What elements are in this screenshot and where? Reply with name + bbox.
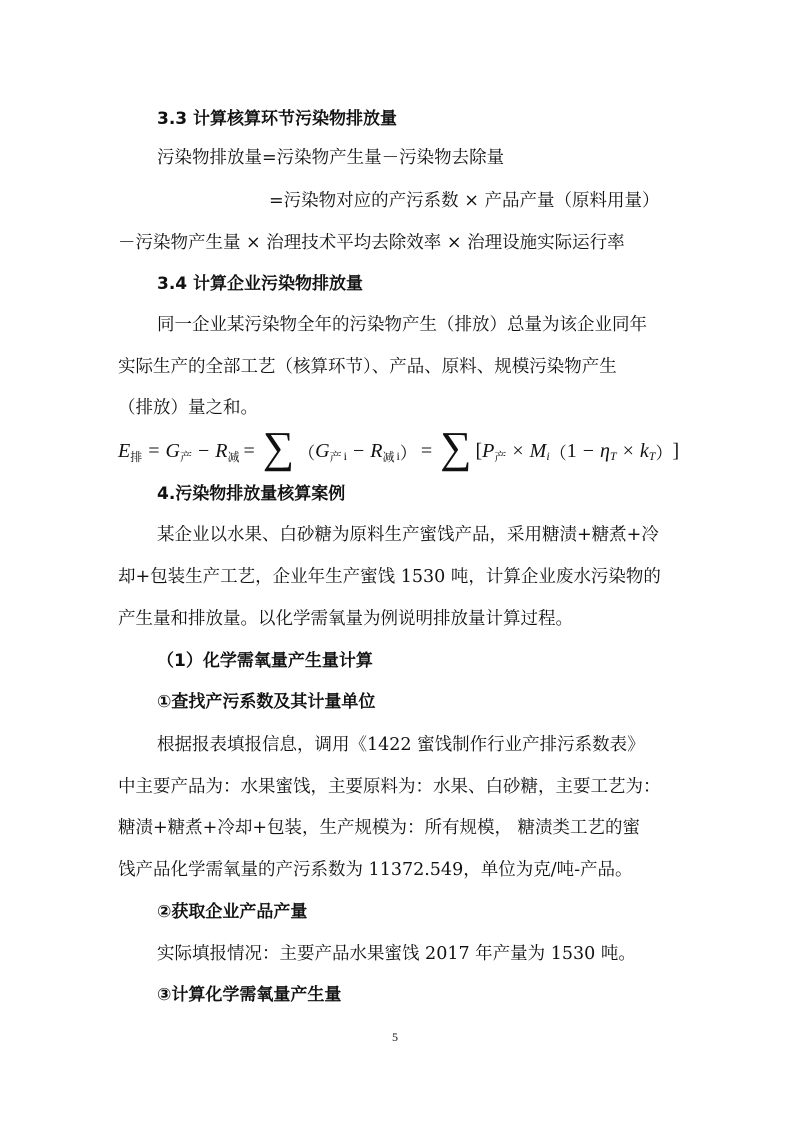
step-heading: ①查找产污系数及其计量单位 xyxy=(157,692,376,712)
subsection-heading: （1）化学需氧量产生量计算 xyxy=(157,651,373,671)
paragraph-line: 某企业以水果、白砂糖为原料生产蜜饯产品，采用糖渍+糖煮+冷 xyxy=(157,525,659,545)
step-heading: ③计算化学需氧量产生量 xyxy=(157,985,342,1005)
paragraph-line: 中主要产品为：水果蜜饯，主要原料为：水果、白砂糖，主要工艺为： xyxy=(118,777,661,797)
section-heading-3-4: 3.4 计算企业污染物排放量 xyxy=(157,274,364,294)
section-heading-4: 4.污染物排放量核算案例 xyxy=(157,484,346,504)
paragraph-line: 污染物排放量=污染物产生量－污染物去除量 xyxy=(157,148,505,168)
paragraph-line: 实际填报情况：主要产品水果蜜饯 2017 年产量为 1530 吨。 xyxy=(157,944,636,964)
paragraph-line: －污染物产生量 × 治理技术平均去除效率 × 治理设施实际运行率 xyxy=(118,233,625,253)
paragraph-line: 饯产品化学需氧量的产污系数为 11372.549，单位为克/吨-产品。 xyxy=(118,860,633,880)
paragraph-line: =污染物对应的产污系数 × 产品产量（原料用量） xyxy=(269,191,660,211)
paragraph-line: 实际生产的全部工艺（核算环节）、产品、原料、规模污染物产生 xyxy=(118,357,617,377)
sum-symbol: ∑ xyxy=(440,423,472,472)
paragraph-line: 同一企业某污染物全年的污染物产生（排放）总量为该企业同年 xyxy=(157,315,647,335)
section-heading-3-3: 3.3 计算核算环节污染物排放量 xyxy=(157,109,398,129)
page-number: 5 xyxy=(392,1030,398,1044)
paragraph-line: 产生量和排放量。以化学需氧量为例说明排放量计算过程。 xyxy=(118,609,573,629)
paragraph-line: （排放）量之和。 xyxy=(118,398,258,418)
paragraph-line: 糖渍+糖煮+冷却+包装，生产规模为：所有规模， 糖渍类工艺的蜜 xyxy=(118,818,641,838)
paragraph-line: 根据报表填报信息，调用《1422 蜜饯制作行业产排污系数表》 xyxy=(157,735,645,755)
step-heading: ②获取企业产品产量 xyxy=(157,902,308,922)
emission-formula: E 排 = G 产 − R 减 = ∑ （ G 产 i − R 减 i ） = ∑ [ P 产 × M i （ 1 − η T × k T ） ] xyxy=(118,423,680,472)
paragraph-line: 却+包装生产工艺，企业年生产蜜饯 1530 吨，计算企业废水污染物的 xyxy=(118,567,661,587)
sum-symbol: ∑ xyxy=(262,423,295,472)
